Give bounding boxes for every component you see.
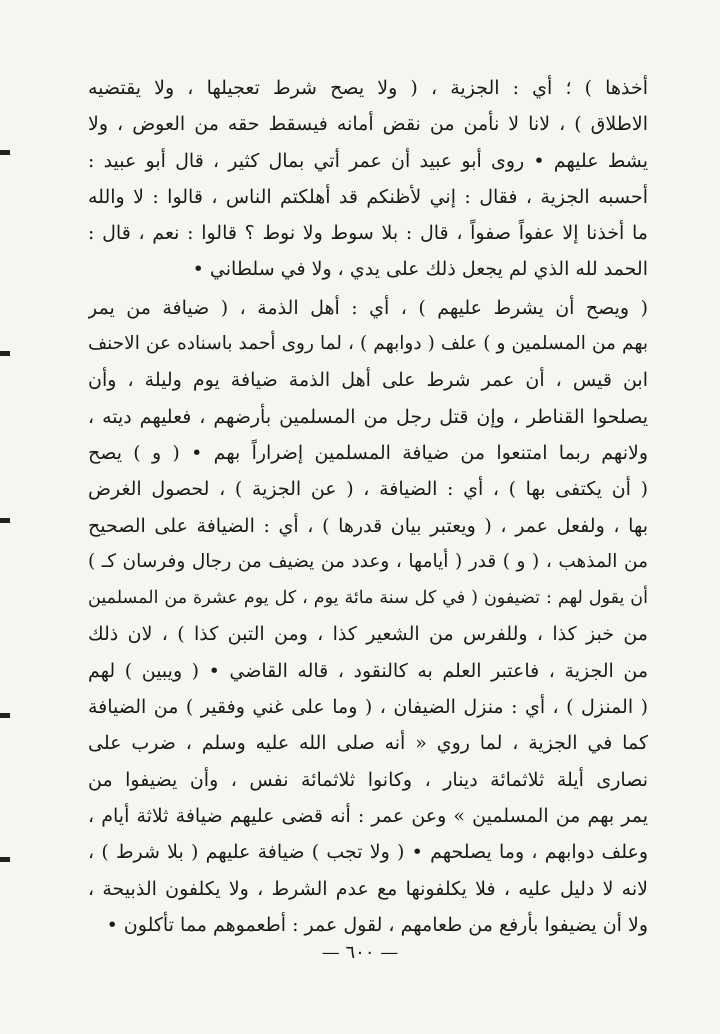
text-line: وعلف دوابهم ، وما يصلحهم • ( ولا تجب ) ضيافة عليهم ( بلا شرط ) ،: [88, 841, 648, 864]
text-line: كما في الجزية ، لما روي « أنه صلى الله عليه وسلم ، ضرب على: [88, 732, 648, 755]
binding-mark: [0, 518, 10, 523]
text-line: ( المنزل ) ، أي : منزل الضيفان ، ( وما على غني وفقير ) من الضيافة: [88, 696, 648, 719]
binding-mark: [0, 857, 10, 862]
binding-mark: [0, 351, 10, 356]
paragraph-1: [88, 70, 648, 288]
page-number: — ٦٠٠ —: [321, 942, 399, 963]
text-line: أن يقول لهم : تضيفون ( في كل سنة مائة يوم ، كل يوم عشرة من المسلمين: [88, 588, 648, 609]
text-line: نصارى أيلة ثلاثمائة دينار ، وكانوا ثلاثمائة نفس ، وأن يضيفوا من: [88, 768, 648, 791]
text-line: ما أخذنا إلا عفواً صفواً ، قال : بلا سوط ولا نوط ؟ قالوا : نعم ، قال :: [88, 222, 648, 245]
text-line: بهم من المسلمين و ) علف ( دوابهم ) ، لما روى أحمد باسناده عن الاحنف: [88, 333, 648, 355]
text-line: الحمد لله الذي لم يجعل ذلك على يدي ، ولا في سلطاني •: [192, 258, 648, 281]
text-line: من المذهب ، ( و ) قدر ( أيامها ، وعدد من يضيف من رجال وفرسان كـ ): [88, 550, 648, 572]
text-line: ( أن يكتفى بها ) ، أي : الضيافة ، ( عن الجزية ) ، لحصول الغرض: [88, 478, 648, 501]
text-line: أخذها ) ؛ أي : الجزية ، ( ولا يصح شرط تعجيلها ، ولا يقتضيه: [88, 77, 648, 99]
paragraph-2: [88, 290, 648, 943]
text-line: ولا أن يضيفوا بأرفع من طعامهم ، لقول عمر : أطعموهم مما تأكلون •: [106, 913, 648, 936]
text-line: لانه لا دليل عليه ، فلا يكلفونها مع عدم الشرط ، ولا يكلفون الذبيحة ،: [88, 877, 648, 900]
text-line: من خبز كذا ، وللفرس من الشعير كذا ، ومن التبن كذا ) ، لان ذلك: [88, 623, 648, 646]
body-text: [88, 70, 648, 943]
text-line: ( ويصح أن يشرط عليهم ) ، أي : أهل الذمة ، ( ضيافة من يمر: [88, 296, 648, 319]
binding-mark: [0, 713, 10, 718]
text-line: بها ، ولفعل عمر ، ( ويعتبر بيان قدرها ) ، أي : الضيافة على الصحيح: [88, 514, 648, 537]
text-line: ولانهم ربما امتنعوا من ضيافة المسلمين إضراراً بهم • ( و ) يصح: [88, 441, 648, 464]
text-line: يصلحوا القناطر ، وإن قتل رجل من المسلمين بأرضهم ، فعليهم ديته ،: [88, 405, 648, 428]
text-line: الاطلاق ) ، لانا لا نأمن من نقض أمانه فيسقط حقه من العوض ، ولا: [88, 113, 648, 136]
text-line: من الجزية ، فاعتبر العلم به كالنقود ، قاله القاضي • ( ويبين ) لهم: [88, 659, 648, 682]
text-line: ابن قيس ، أن عمر شرط على أهل الذمة ضيافة يوم وليلة ، وأن: [88, 369, 648, 392]
text-line: يشط عليهم • روى أبو عبيد أن عمر أتي بمال كثير ، قال أبو عبيد :: [88, 149, 648, 172]
text-line: أحسبه الجزية ، فقال : إني لأظنكم قد أهلكتم الناس ، قالوا : لا والله: [88, 185, 648, 208]
text-line: يمر بهم من المسلمين » وعن عمر : أنه قضى عليهم ضيافة ثلاثة أيام ،: [88, 804, 648, 827]
binding-mark: [0, 150, 10, 155]
